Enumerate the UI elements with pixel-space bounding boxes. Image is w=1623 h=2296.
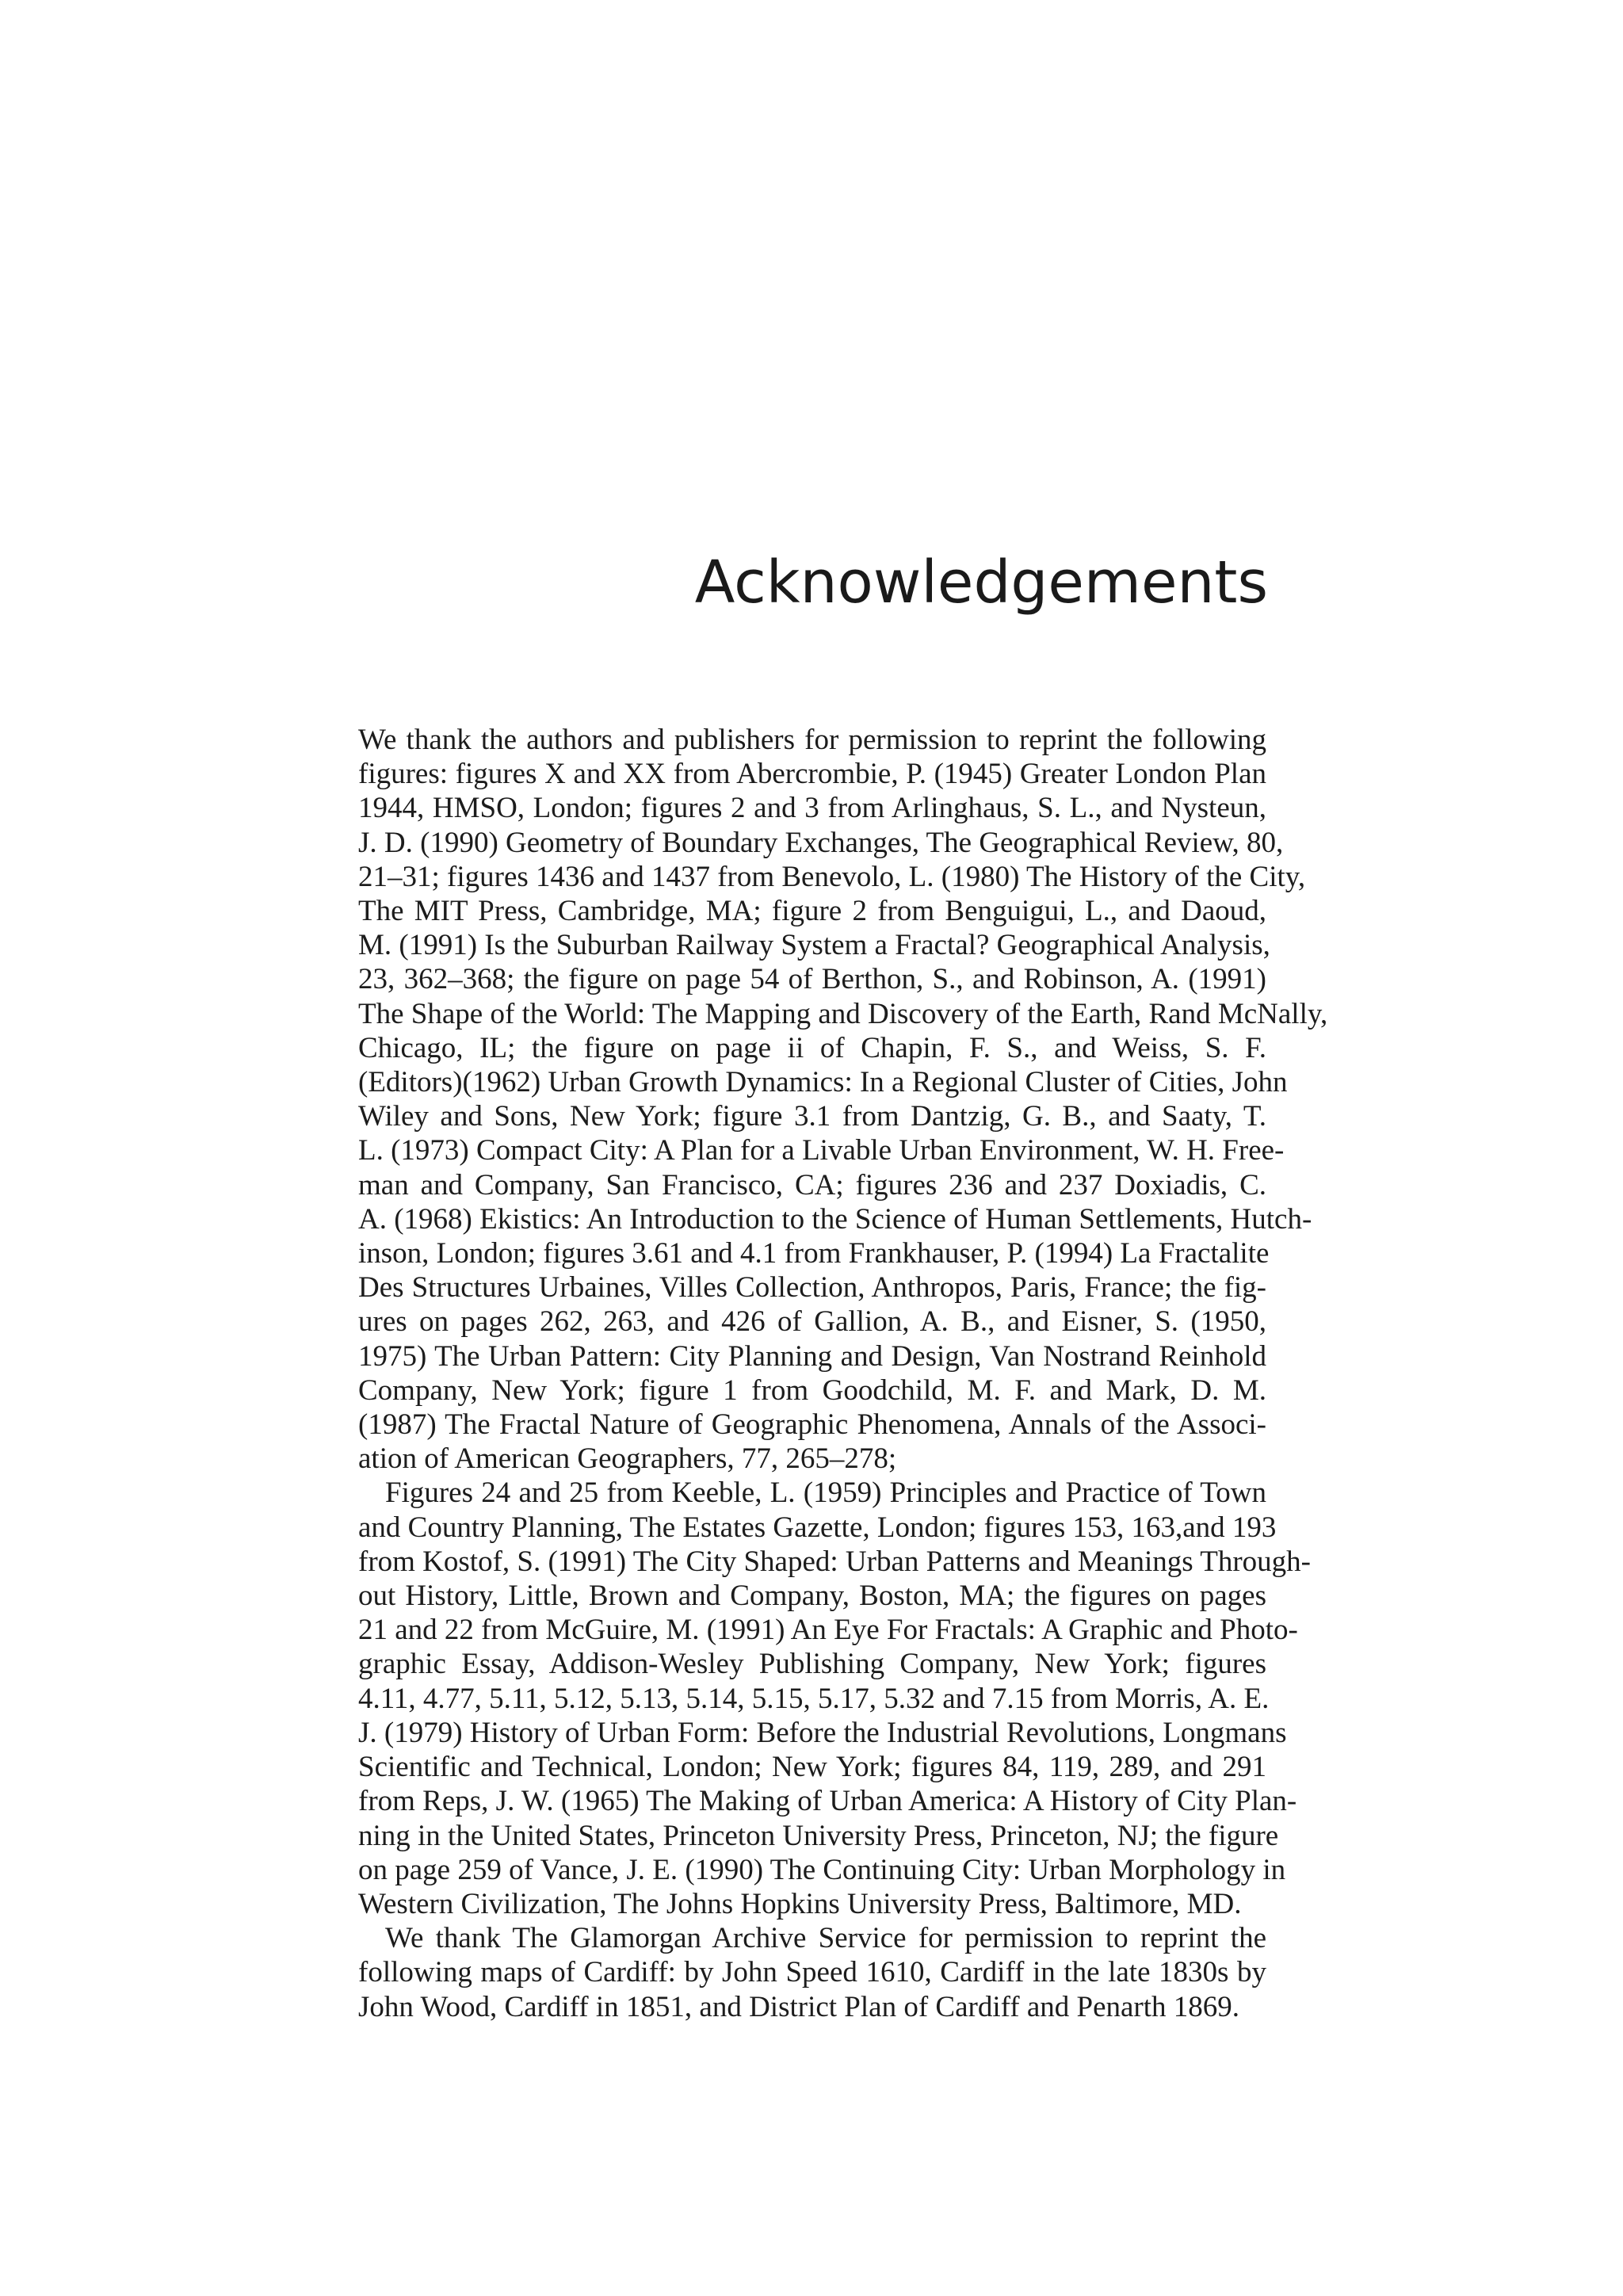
body-line: figures: figures X and XX from Abercrombie, P. (1945) Greater London Plan (358, 758, 1266, 791)
body-line: 23, 362–368; the figure on page 54 of Berthon, S., and Robinson, A. (1991) (358, 963, 1266, 996)
body-line: M. (1991) Is the Suburban Railway System a Fractal? Geographical Analysis, (358, 929, 1270, 962)
body-line: Company, New York; figure 1 from Goodchild, M. F. and Mark, D. M. (358, 1373, 1266, 1407)
page-title: Acknowledgements (694, 548, 1268, 617)
body-line: out History, Little, Brown and Company, Boston, MA; the figures on pages (358, 1580, 1266, 1613)
body-line: The MIT Press, Cambridge, MA; figure 2 from Benguigui, L., and Daoud, (358, 895, 1266, 928)
body-line: and Country Planning, The Estates Gazette, London; figures 153, 163,and 193 (358, 1511, 1277, 1544)
body-line: Chicago, IL; the figure on page ii of Chapin, F. S., and Weiss, S. F. (358, 1031, 1266, 1064)
body-line: The Shape of the World: The Mapping and Discovery of the Earth, Rand McNally, (358, 997, 1328, 1030)
body-line: from Reps, J. W. (1965) The Making of Urban America: A History of City Plan- (358, 1785, 1297, 1818)
body-line: Des Structures Urbaines, Villes Collection, Anthropos, Paris, France; the fig- (358, 1271, 1266, 1305)
acknowledgements-body (358, 723, 1328, 2024)
body-line: on page 259 of Vance, J. E. (1990) The Continuing City: Urban Morphology in (358, 1853, 1286, 1886)
body-line: We thank The Glamorgan Archive Service for permission to reprint the (385, 1922, 1266, 1955)
body-line: ation of American Geographers, 77, 265–278; (358, 1442, 897, 1476)
body-line: Figures 24 and 25 from Keeble, L. (1959) Principles and Practice of Town (385, 1477, 1266, 1510)
body-line: Scientific and Technical, London; New York; figures 84, 119, 289, and 291 (358, 1751, 1266, 1784)
body-line: (1987) The Fractal Nature of Geographic Phenomena, Annals of the Associ- (358, 1408, 1266, 1442)
body-line: A. (1968) Ekistics: An Introduction to the Science of Human Settlements, Hutch- (358, 1202, 1312, 1236)
body-line: following maps of Cardiff: by John Speed 1610, Cardiff in the late 1830s by (358, 1956, 1266, 1989)
body-line: inson, London; figures 3.61 and 4.1 from Frankhauser, P. (1994) La Fractalite (358, 1237, 1270, 1270)
body-line: (Editors)(1962) Urban Growth Dynamics: In a Regional Cluster of Cities, John (358, 1066, 1288, 1099)
body-line: 1975) The Urban Pattern: City Planning and Design, Van Nostrand Reinhold (358, 1339, 1266, 1373)
body-line: John Wood, Cardiff in 1851, and District Plan of Cardiff and Penarth 1869. (358, 1990, 1240, 2023)
body-line: graphic Essay, Addison-Wesley Publishing Company, New York; figures (358, 1648, 1266, 1681)
body-line: 1944, HMSO, London; figures 2 and 3 from Arlinghaus, S. L., and Nysteun, (358, 792, 1266, 825)
body-line: from Kostof, S. (1991) The City Shaped: Urban Patterns and Meanings Through- (358, 1545, 1311, 1578)
body-line: ures on pages 262, 263, and 426 of Gallion, A. B., and Eisner, S. (1950, (358, 1305, 1266, 1339)
body-line: J. D. (1990) Geometry of Boundary Exchanges, The Geographical Review, 80, (358, 826, 1284, 859)
body-line: 21–31; figures 1436 and 1437 from Benevolo, L. (1980) The History of the City, (358, 860, 1306, 893)
body-line: Western Civilization, The Johns Hopkins University Press, Baltimore, MD. (358, 1887, 1242, 1920)
body-line: Wiley and Sons, New York; figure 3.1 from Dantzig, G. B., and Saaty, T. (358, 1100, 1266, 1133)
body-line: 21 and 22 from McGuire, M. (1991) An Eye For Fractals: A Graphic and Photo- (358, 1614, 1298, 1647)
body-line: ning in the United States, Princeton University Press, Princeton, NJ; the figure (358, 1819, 1279, 1852)
body-line: J. (1979) History of Urban Form: Before the Industrial Revolutions, Longmans (358, 1716, 1287, 1749)
body-line: L. (1973) Compact City: A Plan for a Livable Urban Environment, W. H. Free- (358, 1134, 1285, 1167)
body-line: 4.11, 4.77, 5.11, 5.12, 5.13, 5.14, 5.15, 5.17, 5.32 and 7.15 from Morris, A. E. (358, 1682, 1270, 1715)
body-line: man and Company, San Francisco, CA; figures 236 and 237 Doxiadis, C. (358, 1168, 1266, 1201)
body-line: We thank the authors and publishers for permission to reprint the following (358, 724, 1266, 756)
